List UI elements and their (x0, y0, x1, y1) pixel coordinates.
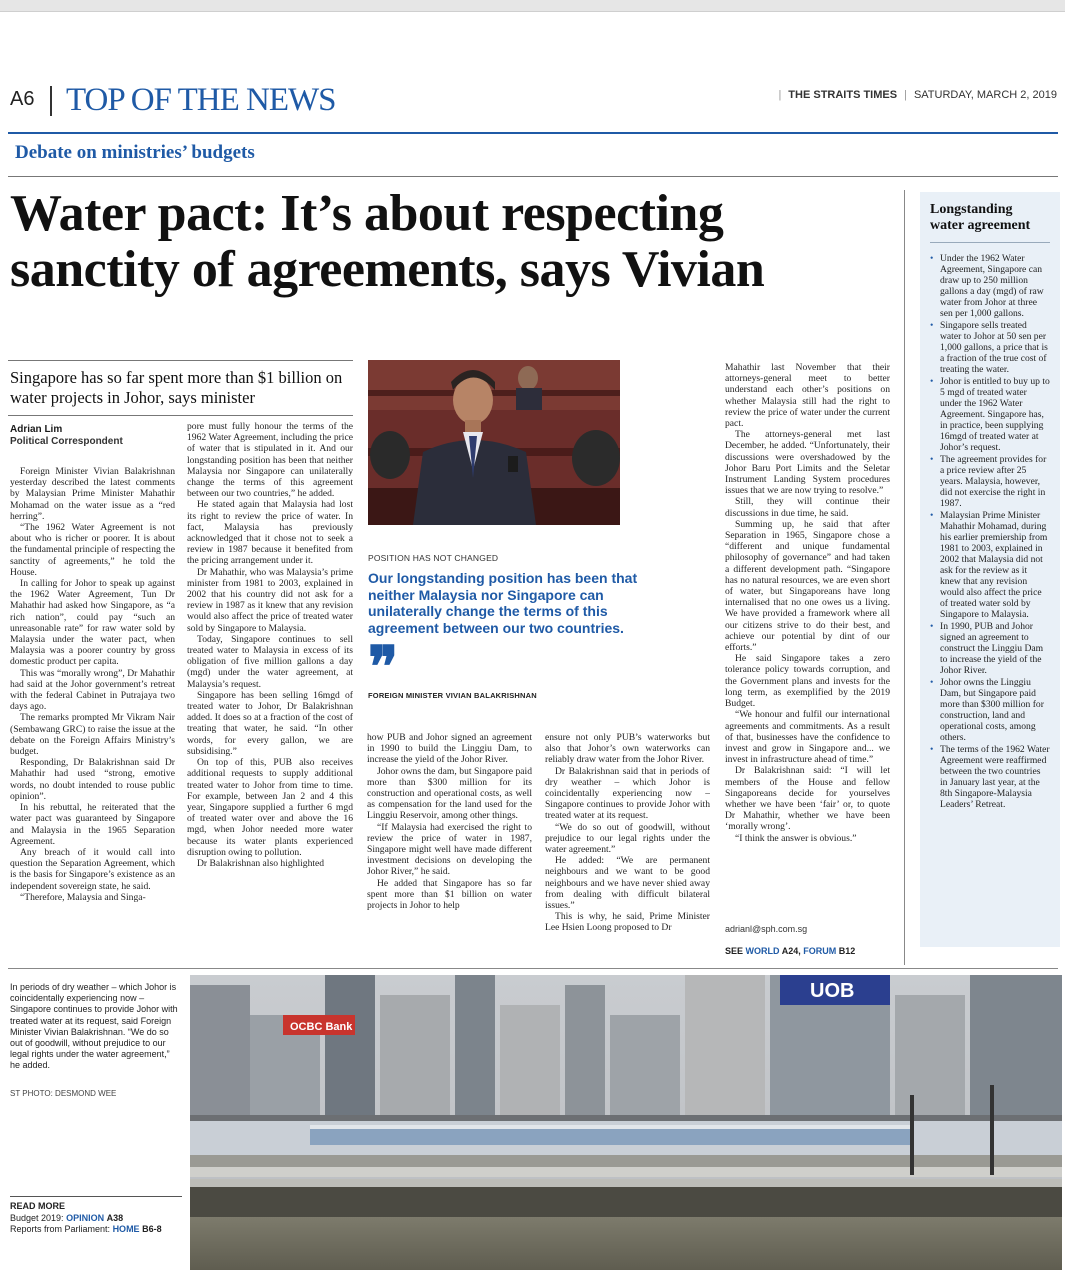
headline (10, 186, 895, 298)
headline-line: Water pact: It’s about respecting (10, 185, 724, 242)
section-rule (8, 132, 1058, 134)
article-paragraph: Dr Balakrishnan said that in periods of dry weather – which Johor is coincidentally experiencing now – Singapore continues to provide Johor with treated water at its request. (545, 765, 710, 822)
photo-caption: In periods of dry weather – which Johor is coincidentally experiencing now – Singapore continues to provide Johor with treated water at its request, said Foreign Minister Vivian Balakrishnan. “We do so out of goodwill, without prejudice to our legal rights under the water agreement,” he added. (10, 982, 178, 1071)
deck: Singapore has so far spent more than $1 billion on water projects in Johor, says minister (10, 368, 343, 407)
photo-credit: ST PHOTO: DESMOND WEE (10, 1089, 117, 1098)
article-paragraph: He added that Singapore has so far spent more than $1 billion on water projects in Johor to help (367, 877, 532, 912)
article-paragraph: ensure not only PUB’s waterworks but also that Johor’s own waterworks can reliably draw water from the Johor River. (545, 732, 710, 766)
read-more-page: A38 (106, 1212, 124, 1223)
read-more-line (10, 1224, 182, 1236)
article-paragraph: Today, Singapore continues to sell treated water to Malaysia in excess of its obligation of five million gallons a day (mgd) under the water agreement, at Malaysia’s request. (187, 633, 353, 690)
deck-rule (8, 415, 353, 416)
page-number: A6 (10, 88, 35, 110)
masthead-divider: | (778, 89, 782, 101)
read-more-home-link[interactable]: HOME (112, 1224, 140, 1234)
fact-box-item: • Johor is entitled to buy up to 5 mgd of treated water under the 1962 Water Agreement. Singapore has, in practice, been supplying 16mgd of treated water at Johor’s request. (930, 376, 1050, 453)
fact-box-item: • The terms of the 1962 Water Agreement were reaffirmed between the two countries in January last year, at the 8th Singapore-Malaysia Leaders’ Retreat. (930, 744, 1050, 810)
article-column-4 (545, 732, 710, 960)
article-paragraph: Dr Mahathir, who was Malaysia’s prime minister from 1981 to 2003, explained in 2002 that his country did not ask for a review in 1987 as it knew that any revision would also affect the price of treated water sold by Singapore to Malaysia. (187, 566, 353, 634)
article-paragraph: “The 1962 Water Agreement is not about who is richer or poorer. It is about the fundamental principle of respecting the sanctity of agreements,” he told the House. (10, 522, 175, 578)
photo-section-rule (8, 968, 1058, 969)
paper-name: THE STRAITS TIMES (788, 89, 898, 101)
fact-box-list (930, 253, 1050, 810)
read-more-opinion-link[interactable]: OPINION (66, 1212, 105, 1223)
see-label: SEE (725, 946, 744, 956)
article-paragraph: Singapore has been selling 16mgd of treated water to Johor, Dr Balakrishnan added. It does so at a fraction of the cost of treating that water, he said. “In other words, for every gallon, we are subsidising.” (187, 689, 353, 757)
article-paragraph: In his rebuttal, he reiterated that the water pact was guaranteed by Singapore and Malaysia in the 1965 Separation Agreement. (10, 802, 175, 847)
article-paragraph: Dr Balakrishnan said: “I will let members of the House and fellow Singaporeans decide for yourselves whether we have been ‘fair’ or, to quote Dr Mahathir, whether we have been ‘morally wrong’. (725, 765, 890, 833)
article-paragraph: This was “morally wrong”, Dr Mahathir had said at the Johor government’s retreat with the federal Cabinet in Putrajaya two days ago. (10, 667, 175, 713)
issue-date: SATURDAY, MARCH 2, 2019 (913, 89, 1057, 101)
article-paragraph: “If Malaysia had exercised the right to review the price of water in 1987, Singapore might well have made different investment decisions on developing the Johor River,” he said. (367, 821, 532, 878)
article-paragraph: Foreign Minister Vivian Balakrishnan yesterday described the latest comments by Malaysian Prime Minister Mahathir Mohamad on the water issue as a “red herring”. (10, 466, 175, 522)
section-title: TOP OF THE NEWS (66, 82, 336, 118)
read-more-text: Budget 2019: (10, 1212, 64, 1223)
article-paragraph: “We do so out of goodwill, without prejudice to our legal rights under the water agreement.” (545, 821, 710, 856)
article-paragraph: Summing up, he said that after Separation in 1965, Singapore chose a “different and unique fundamental philosophy of governance” and had taken a different development path. “Singapore has no natural resources, we are even short of water, but Singaporeans have long internalised that no one owes us a living. We have provided a framework where all our citizens strive to do their best, and achieve our potential by dint of our efforts.” (725, 518, 890, 654)
article-paragraph: “We honour and fulfil our international agreements and commitments. As a result of that, businesses have the confidence to invest and grow in Singapore and... we invest in infrastructure ahead of time.” (725, 709, 890, 766)
causeway-photo-image (190, 975, 1062, 1270)
sidebar-divider (904, 190, 905, 965)
story-kicker: Debate on ministries’ budgets (15, 142, 255, 163)
browser-top-bar (0, 0, 1065, 12)
article-paragraph: He said Singapore takes a zero tolerance policy towards corruption, and the Government plans and invests for the long term, as exemplified by the 2019 Budget. (725, 653, 890, 710)
article-paragraph: He stated again that Malaysia had lost its right to review the price of water. In fact, Malaysia has previously acknowledged that it chose not to seek a review in 1987 because it benefited from the pricing arrangement under it. (187, 499, 353, 567)
article-paragraph: This is why, he said, Prime Minister Lee Hsien Loong proposed to Dr (545, 911, 710, 934)
see-world-link[interactable]: WORLD (745, 946, 780, 956)
minister-photo (368, 360, 620, 525)
headline-line: sanctity of agreements, says Vivian (10, 241, 765, 298)
article-column-5 (725, 362, 890, 917)
byline-role: Political Correspondent (10, 436, 123, 447)
page-number-divider (50, 86, 52, 116)
article-paragraph: Mahathir last November that their attorneys-general meet to better understand each other’s positions on whether Malaysia still had the right to review the price of water under the current pact. (725, 362, 890, 430)
article-paragraph: Johor owns the dam, but Singapore paid more than $300 million for its construction and operational costs, as well as compensation for the land used for the Linggiu Reservoir, among other things. (367, 765, 532, 822)
fact-box-item: • Johor owns the Linggiu Dam, but Singapore paid more than $300 million for construction, land and operational costs, among others. (930, 677, 1050, 743)
deck-rule (8, 360, 353, 361)
pull-quote-kicker: POSITION HAS NOT CHANGED (368, 553, 499, 563)
article-paragraph: pore must fully honour the terms of the 1962 Water Agreement, including the price of water that is stipulated in it. And our longstanding position has been that neither Malaysia nor Singapore can unilaterally change the terms of this agreement between our two countries,” he added. (187, 421, 353, 500)
fact-box-item: • Singapore sells treated water to Johor at 50 sen per 1,000 gallons, a price that is a fraction of the true cost of treating the water. (930, 320, 1050, 375)
byline (10, 424, 123, 448)
read-more-text: Reports from Parliament: (10, 1224, 111, 1234)
fact-box-item: • Malaysian Prime Minister Mahathir Mohamad, during his earlier premiership from 1981 to 2003, explained in 2002 that Malaysia did not ask for the review as it knew that any revision would also affect the price of treated water sold by Singapore to Malaysia. (930, 510, 1050, 620)
article-paragraph: The remarks prompted Mr Vikram Nair (Sembawang GRC) to raise the issue at the debate on the Foreign Affairs Ministry’s budget. (10, 712, 175, 758)
article-paragraph: Responding, Dr Balakrishnan said Dr Mahathir had used “strong, emotive words, no doubt intended to rouse public opinion”. (10, 757, 175, 802)
masthead (771, 89, 1057, 101)
article-paragraph: Any breach of it would call into question the Separation Agreement, which is the basis for Singapore’s existence as an independent sovereign state, he said. (10, 846, 175, 892)
pull-quote: Our longstanding position has been that neither Malaysia nor Singapore can unilaterally change the terms of this agreement between our two countries. (368, 570, 638, 636)
article-paragraph: Still, they will continue their discussions in due time, he said. (725, 496, 890, 519)
read-more-page: B6-8 (142, 1224, 162, 1234)
article-paragraph: The attorneys-general met last December, he added. “Unfortunately, their discussions were overshadowed by the Johor Baru Port Limits and the Seletar Instrument Landing System procedures issues that we are now trying to resolve.” (725, 429, 890, 497)
see-forum-link[interactable]: FORUM (803, 946, 837, 956)
article-paragraph: “I think the answer is obvious.” (735, 832, 857, 844)
article-paragraph: how PUB and Johor signed an agreement in 1990 to build the Linggiu Dam, to increase the yield of the Johor River. (367, 732, 532, 766)
ocbc-sign: OCBC Bank (290, 1021, 353, 1033)
see-also (725, 946, 855, 956)
see-forum-page: B12 (838, 946, 856, 956)
fact-box-title: Longstanding water agreement (930, 202, 1050, 243)
article-paragraph: “Therefore, Malaysia and Singa- (20, 891, 146, 903)
uob-sign: UOB (810, 980, 855, 1002)
byline-name: Adrian Lim (10, 424, 63, 435)
pull-quote-attribution: FOREIGN MINISTER VIVIAN BALAKRISHNAN (368, 691, 537, 700)
article-paragraph: On top of this, PUB also receives additional requests to supply additional treated water to Johor from time to time. For example, between Jan 2 and 4 this year, Singapore supplied a further 6 mgd of treated water over and above the 16 mgd, when Johor needed more water because its water plants experienced disruption owing to pollution. (187, 757, 353, 858)
read-more-line (10, 1213, 182, 1225)
author-email[interactable]: adrianl@sph.com.sg (725, 924, 808, 934)
article-paragraph: In calling for Johor to speak up against the 1962 Water Agreement, Tun Dr Mahathir had asked how Singapore, as “a rich nation”, could pay “such an unreasonable rate” for raw water sold by Malaysia under the water pact, when Malaysia was a poorer country by gross domestic product per capita. (10, 578, 175, 668)
article-paragraph: Dr Balakrishnan also highlighted (197, 857, 325, 869)
causeway-photo (190, 975, 1062, 1270)
article-paragraph: He added: “We are permanent neighbours and we want to be good neighbours and we have never shied away from dealing with difficult bilateral issues.” (545, 855, 710, 912)
fact-box-item: • In 1990, PUB and Johor signed an agreement to construct the Linggiu Dam to increase the yield of the Johor River. (930, 621, 1050, 676)
fact-box-item: • Under the 1962 Water Agreement, Singapore can draw up to 250 million gallons a day (mgd) of raw water from Johor at three sen per 1,000 gallons. (930, 253, 1050, 319)
kicker-rule (8, 176, 1058, 177)
fact-box (920, 192, 1060, 947)
article-column-1 (10, 466, 175, 960)
see-world-page: A24, (781, 946, 801, 956)
masthead-divider: | (904, 89, 907, 101)
quote-mark-icon: ❞ (368, 637, 399, 699)
minister-photo-image (368, 360, 620, 525)
article-column-2 (187, 421, 353, 960)
read-more-title: READ MORE (10, 1201, 66, 1211)
read-more-box (10, 1196, 182, 1236)
fact-box-item: • The agreement provides for a price review after 25 years. Malaysia, however, did not exercise the right in 1987. (930, 454, 1050, 509)
article-column-3 (367, 732, 532, 960)
